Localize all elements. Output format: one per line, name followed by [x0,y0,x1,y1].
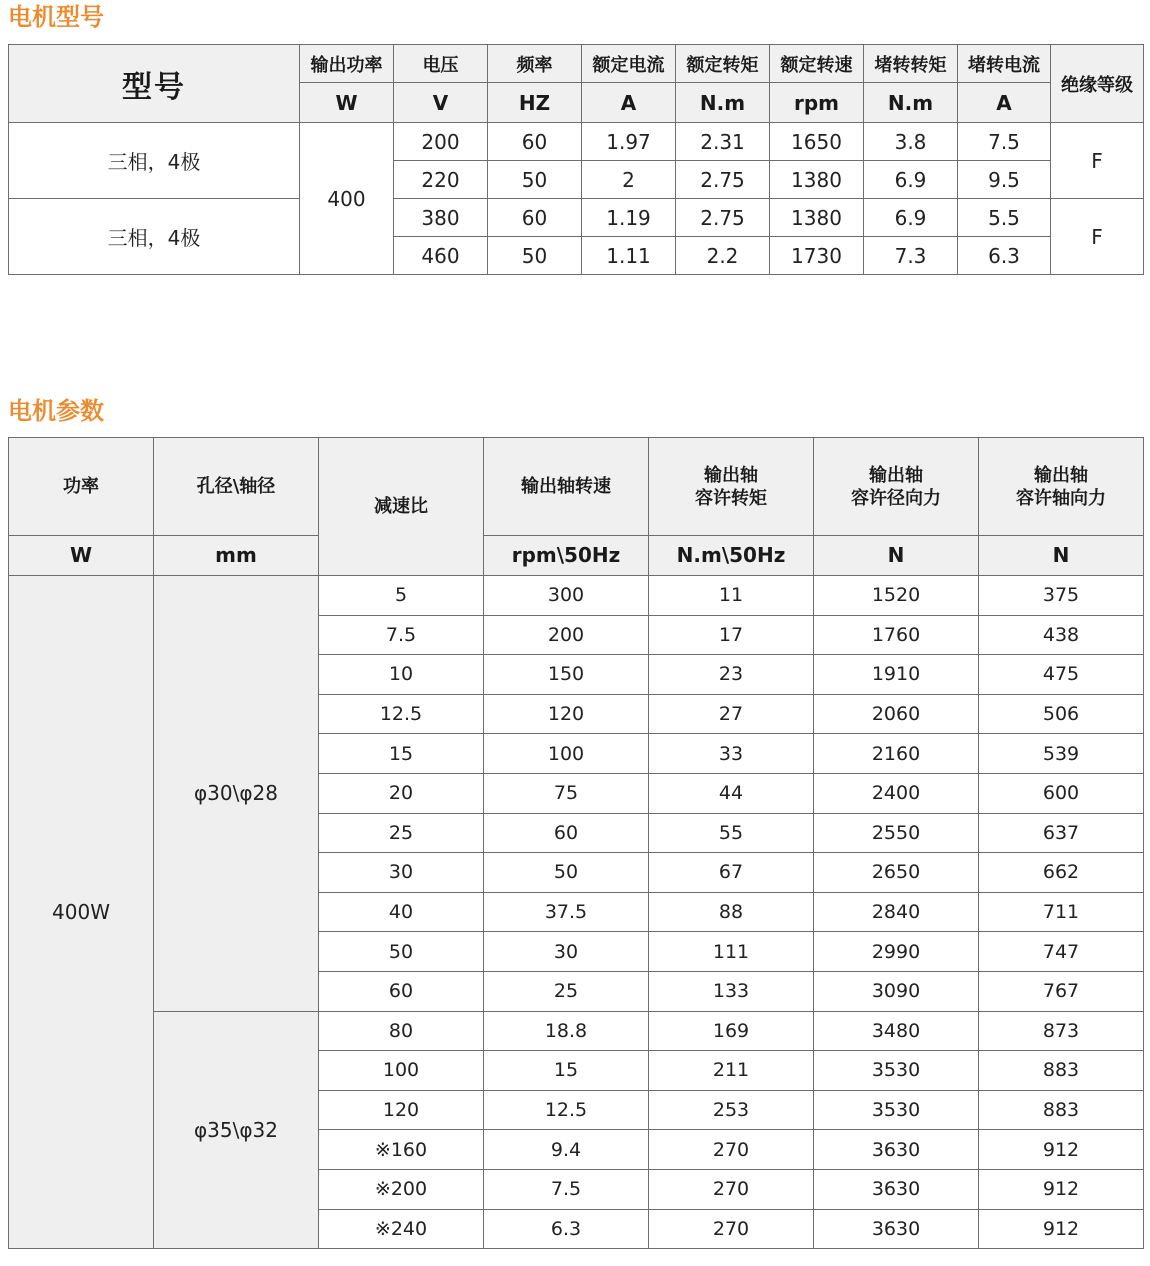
header-power: 功率 [9,438,154,536]
header-rated-torque: 额定转矩 [676,45,770,83]
cell: 20 [319,773,484,813]
cell: 37.5 [484,892,649,932]
header-output-power: 输出功率 [300,45,394,83]
cell: 50 [319,932,484,972]
cell: 2650 [814,853,979,893]
unit-allow-torque: N.m\50Hz [649,536,814,576]
insulation-cell: F [1051,199,1144,275]
cell: 438 [979,615,1144,655]
cell: 2840 [814,892,979,932]
cell: 912 [979,1209,1144,1249]
cell: 2060 [814,694,979,734]
cell: ※160 [319,1130,484,1170]
cell: 662 [979,853,1144,893]
header-allow-torque-line2: 容许转矩 [695,487,767,509]
cell: 1650 [770,123,864,161]
cell: 460 [394,237,488,275]
cell: 1520 [814,576,979,616]
cell: 883 [979,1090,1144,1130]
cell: 120 [484,694,649,734]
cell: 9.5 [958,161,1051,199]
cell: 80 [319,1011,484,1051]
header-stall-current: 堵转电流 [958,45,1051,83]
cell: 912 [979,1169,1144,1209]
cell: 1380 [770,161,864,199]
cell: 25 [484,971,649,1011]
cell: 50 [488,237,582,275]
cell: 3530 [814,1090,979,1130]
cell: 17 [649,615,814,655]
cell: 40 [319,892,484,932]
cell: 55 [649,813,814,853]
cell: 2400 [814,773,979,813]
cell: 211 [649,1051,814,1091]
unit-voltage: V [394,83,488,123]
cell: 380 [394,199,488,237]
cell: 600 [979,773,1144,813]
cell: 711 [979,892,1144,932]
cell: 220 [394,161,488,199]
cell: 6.9 [864,161,958,199]
cell: 7.5 [319,615,484,655]
unit-axial: N [979,536,1144,576]
output-power-cell: 400 [300,123,394,275]
cell: 7.5 [484,1169,649,1209]
cell: 2990 [814,932,979,972]
section-title-motor-params: 电机参数 [8,397,104,425]
cell: 1910 [814,655,979,695]
cell: 60 [484,813,649,853]
cell: 111 [649,932,814,972]
cell: 1380 [770,199,864,237]
cell: 15 [484,1051,649,1091]
cell: 3480 [814,1011,979,1051]
cell: 60 [319,971,484,1011]
unit-rated-speed: rpm [770,83,864,123]
unit-frequency: HZ [488,83,582,123]
header-axial-line2: 容许轴向力 [1016,487,1106,509]
header-insulation: 绝缘等级 [1051,45,1144,123]
cell: 873 [979,1011,1144,1051]
cell: 50 [484,853,649,893]
cell: 1730 [770,237,864,275]
header-rated-speed: 额定转速 [770,45,864,83]
cell: 637 [979,813,1144,853]
unit-stall-torque: N.m [864,83,958,123]
cell: 44 [649,773,814,813]
cell: ※200 [319,1169,484,1209]
cell: 23 [649,655,814,695]
cell: 88 [649,892,814,932]
cell: 3.8 [864,123,958,161]
unit-bore-shaft: mm [154,536,319,576]
cell: 60 [488,199,582,237]
cell: 3630 [814,1130,979,1170]
cell: 3090 [814,971,979,1011]
header-radial-line2: 容许径向力 [851,487,941,509]
cell: 6.3 [484,1209,649,1249]
cell: 539 [979,734,1144,774]
cell: 7.5 [958,123,1051,161]
cell: 11 [649,576,814,616]
header-radial-force [814,438,979,536]
cell: 169 [649,1011,814,1051]
cell: 15 [319,734,484,774]
cell: 25 [319,813,484,853]
cell: 270 [649,1130,814,1170]
section-title-motor-model: 电机型号 [8,3,104,31]
cell: 300 [484,576,649,616]
unit-stall-current: A [958,83,1051,123]
header-radial-line1: 输出轴 [869,464,923,486]
shaft-size-cell: φ35\φ32 [154,1011,319,1249]
cell: 2 [582,161,676,199]
cell: 5 [319,576,484,616]
cell: 2.2 [676,237,770,275]
cell: 60 [488,123,582,161]
motor-model-table [8,44,1144,275]
cell: 27 [649,694,814,734]
cell: 2160 [814,734,979,774]
header-rated-current: 额定电流 [582,45,676,83]
cell: 2.75 [676,161,770,199]
header-ratio: 减速比 [319,438,484,576]
cell: 3530 [814,1051,979,1091]
cell: 767 [979,971,1144,1011]
cell: 100 [319,1051,484,1091]
cell: 120 [319,1090,484,1130]
cell: ※240 [319,1209,484,1249]
header-axial-force [979,438,1144,536]
shaft-size-cell: φ30\φ28 [154,576,319,1012]
motor-type-cell: 三相，4极 [9,123,300,199]
unit-output-power: W [300,83,394,123]
cell: 1.19 [582,199,676,237]
cell: 1.97 [582,123,676,161]
cell: 12.5 [484,1090,649,1130]
cell: 10 [319,655,484,695]
cell: 5.5 [958,199,1051,237]
cell: 270 [649,1169,814,1209]
cell: 18.8 [484,1011,649,1051]
cell: 12.5 [319,694,484,734]
cell: 75 [484,773,649,813]
table-row [9,199,1144,237]
table-row [9,1011,1144,1051]
motor-params-table [8,437,1144,1249]
cell: 30 [484,932,649,972]
cell: 100 [484,734,649,774]
cell: 6.3 [958,237,1051,275]
cell: 1760 [814,615,979,655]
cell: 133 [649,971,814,1011]
cell: 747 [979,932,1144,972]
cell: 2.75 [676,199,770,237]
unit-power: W [9,536,154,576]
cell: 67 [649,853,814,893]
cell: 475 [979,655,1144,695]
cell: 270 [649,1209,814,1249]
motor-type-cell: 三相，4极 [9,199,300,275]
cell: 50 [488,161,582,199]
header-output-speed: 输出轴转速 [484,438,649,536]
cell: 2550 [814,813,979,853]
header-model: 型号 [9,45,300,123]
cell: 883 [979,1051,1144,1091]
cell: 506 [979,694,1144,734]
cell: 6.9 [864,199,958,237]
cell: 3630 [814,1169,979,1209]
cell: 200 [484,615,649,655]
cell: 33 [649,734,814,774]
cell: 1.11 [582,237,676,275]
unit-rated-torque: N.m [676,83,770,123]
cell: 200 [394,123,488,161]
header-stall-torque: 堵转转矩 [864,45,958,83]
cell: 375 [979,576,1144,616]
header-axial-line1: 输出轴 [1034,464,1088,486]
table-row [9,123,1144,161]
cell: 150 [484,655,649,695]
cell: 30 [319,853,484,893]
header-allow-torque-line1: 输出轴 [704,464,758,486]
unit-output-speed: rpm\50Hz [484,536,649,576]
header-voltage: 电压 [394,45,488,83]
unit-rated-current: A [582,83,676,123]
header-frequency: 频率 [488,45,582,83]
insulation-cell: F [1051,123,1144,199]
cell: 912 [979,1130,1144,1170]
cell: 9.4 [484,1130,649,1170]
cell: 2.31 [676,123,770,161]
cell: 253 [649,1090,814,1130]
unit-radial: N [814,536,979,576]
header-bore-shaft: 孔径\轴径 [154,438,319,536]
header-allow-torque [649,438,814,536]
power-cell: 400W [9,576,154,1249]
table-row [9,576,1144,616]
cell: 7.3 [864,237,958,275]
cell: 3630 [814,1209,979,1249]
